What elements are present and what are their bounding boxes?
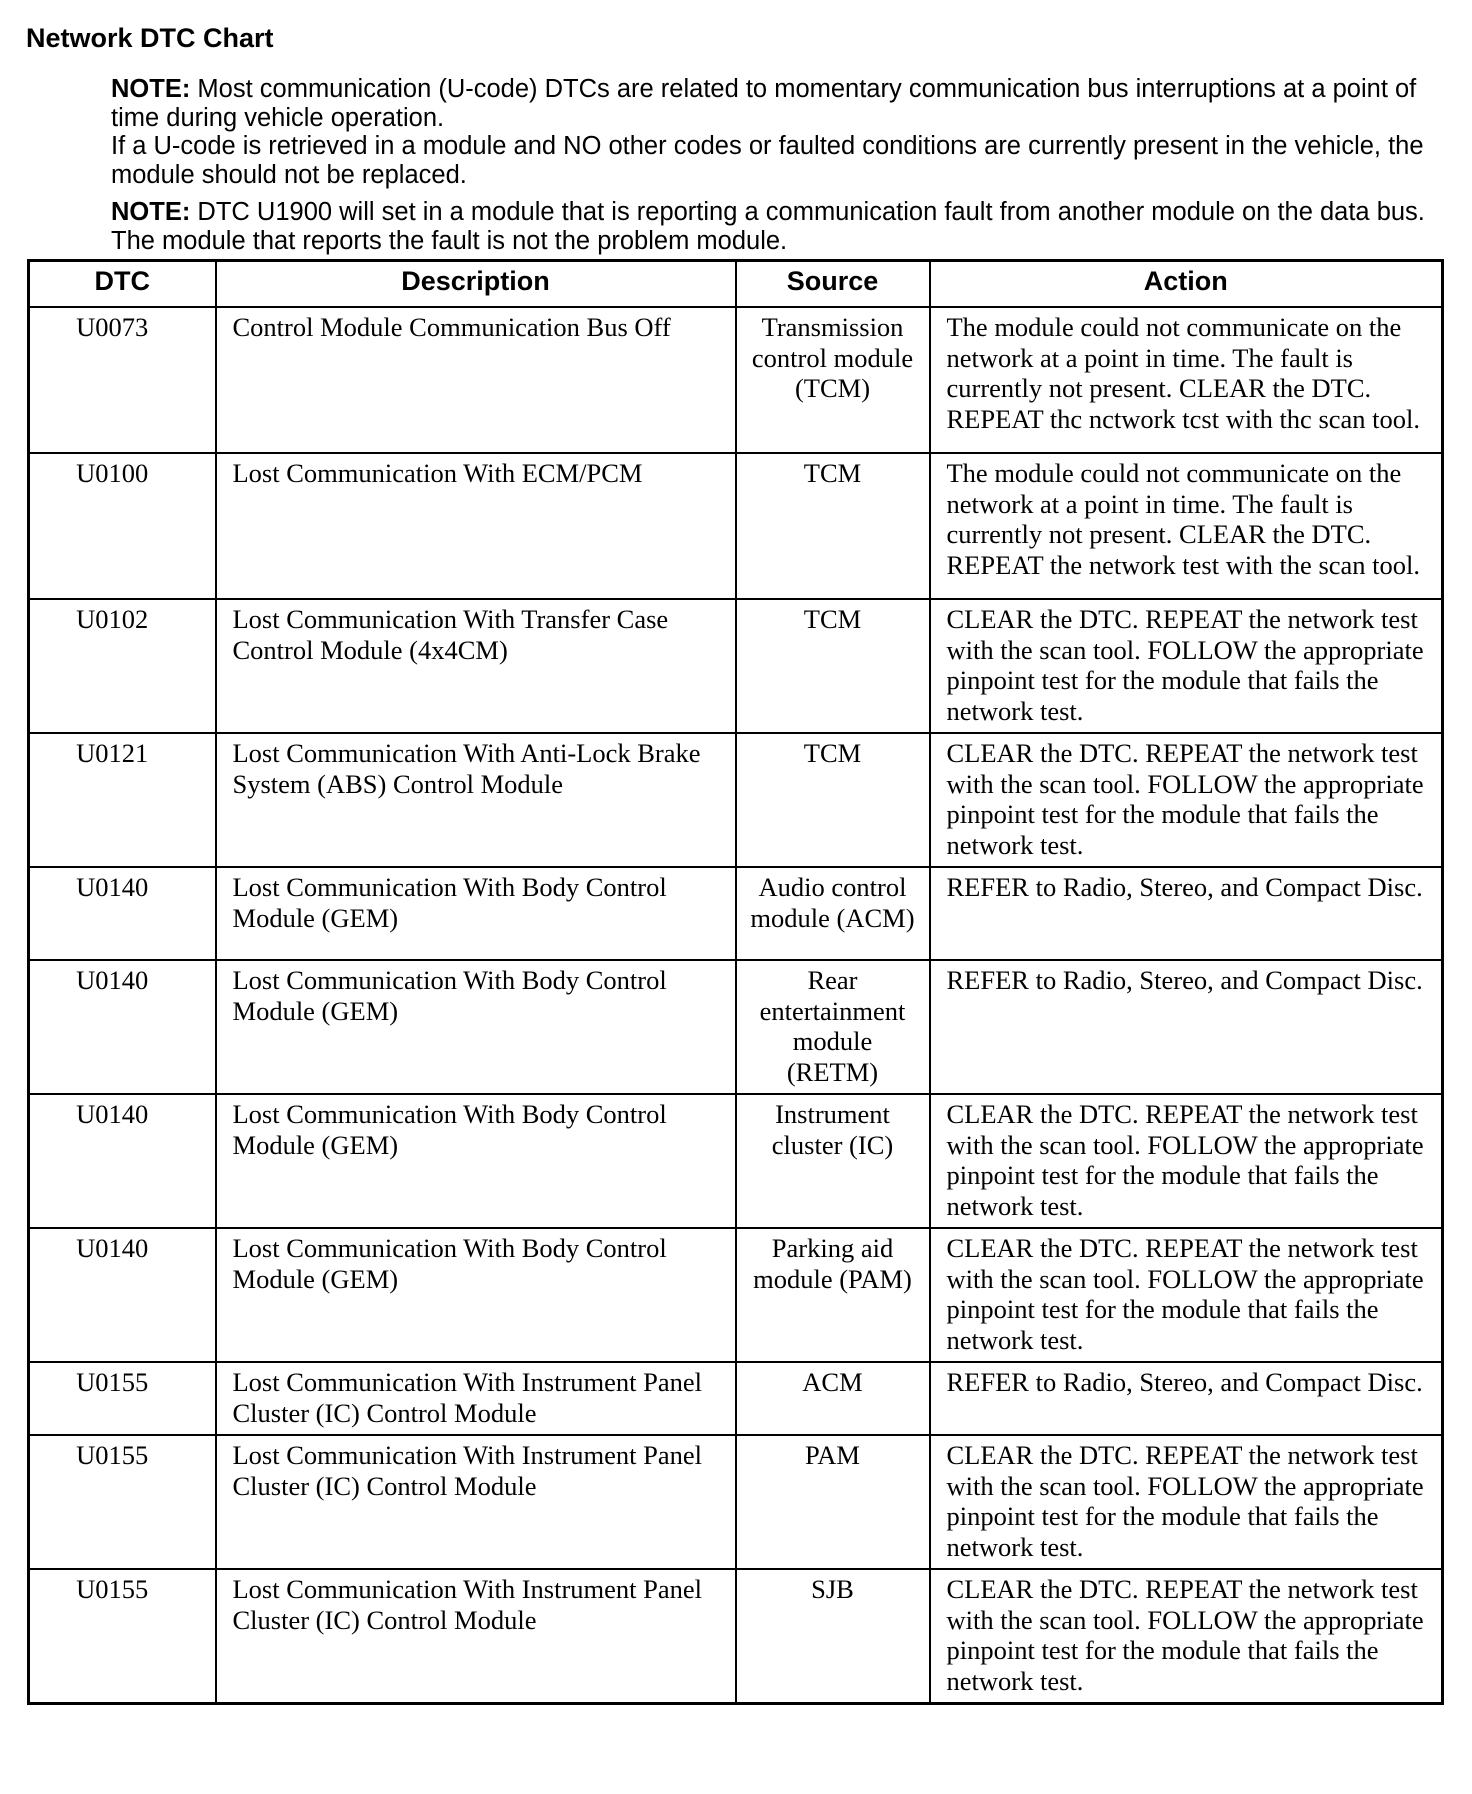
- note-line: [111, 198, 1431, 255]
- action-cell: The module could not communicate on the network at a point in time. The fault is currently not present. CLEAR the DTC. REPEAT thc nctwork tcst with thc scan tool.: [930, 307, 1443, 453]
- action-cell: REFER to Radio, Stereo, and Compact Disc.: [930, 1362, 1443, 1435]
- source-cell: Parking aid module (PAM): [736, 1228, 930, 1362]
- action-cell: CLEAR the DTC. REPEAT the network test with the scan tool. FOLLOW the appropriate pinpoint test for the module that fails the network test.: [930, 1094, 1443, 1228]
- note-line: [111, 132, 1431, 189]
- action-cell: CLEAR the DTC. REPEAT the network test with the scan tool. FOLLOW the appropriate pinpoint test for the module that fails the network test.: [930, 599, 1443, 733]
- source-cell: SJB: [736, 1569, 930, 1704]
- action-cell: CLEAR the DTC. REPEAT the network test with the scan tool. FOLLOW the appropriate pinpoint test for the module that fails the network test.: [930, 1228, 1443, 1362]
- table-row: [29, 1435, 1443, 1569]
- table-row: [29, 599, 1443, 733]
- table-header-row: [29, 261, 1443, 308]
- note-label: NOTE:: [111, 198, 191, 226]
- dtc-cell: U0155: [29, 1435, 216, 1569]
- source-cell: PAM: [736, 1435, 930, 1569]
- table-row: [29, 1569, 1443, 1704]
- table-row: [29, 307, 1443, 453]
- dtc-cell: U0140: [29, 1228, 216, 1362]
- action-cell: CLEAR the DTC. REPEAT the network test with the scan tool. FOLLOW the appropriate pinpoint test for the module that fails the network test.: [930, 1569, 1443, 1704]
- description-cell: Lost Communication With Body Control Module (GEM): [216, 1094, 736, 1228]
- header-source: Source: [736, 261, 930, 308]
- table-row: [29, 453, 1443, 599]
- dtc-cell: U0102: [29, 599, 216, 733]
- note-text: If a U-code is retrieved in a module and NO other codes or faulted conditions are currently present in the vehicle, the module should not be replaced.: [111, 132, 1424, 189]
- description-cell: Lost Communication With Transfer Case Control Module (4x4CM): [216, 599, 736, 733]
- description-cell: Lost Communication With Body Control Module (GEM): [216, 1228, 736, 1362]
- description-cell: Lost Communication With Body Control Module (GEM): [216, 960, 736, 1094]
- dtc-cell: U0121: [29, 733, 216, 867]
- table-row: [29, 867, 1443, 960]
- dtc-cell: U0155: [29, 1569, 216, 1704]
- description-cell: Lost Communication With Body Control Module (GEM): [216, 867, 736, 960]
- table-row: [29, 733, 1443, 867]
- note-u1900: [111, 198, 1431, 255]
- dtc-cell: U0155: [29, 1362, 216, 1435]
- dtc-cell: U0140: [29, 1094, 216, 1228]
- table-row: [29, 960, 1443, 1094]
- dtc-cell: U0100: [29, 453, 216, 599]
- description-cell: Lost Communication With Instrument Panel Cluster (IC) Control Module: [216, 1435, 736, 1569]
- action-cell: CLEAR the DTC. REPEAT the network test with the scan tool. FOLLOW the appropriate pinpoint test for the module that fails the network test.: [930, 1435, 1443, 1569]
- action-cell: The module could not communicate on the network at a point in time. The fault is currently not present. CLEAR the DTC. REPEAT the network test with the scan tool.: [930, 453, 1443, 599]
- dtc-cell: U0073: [29, 307, 216, 453]
- description-cell: Lost Communication With Instrument Panel Cluster (IC) Control Module: [216, 1569, 736, 1704]
- source-cell: TCM: [736, 599, 930, 733]
- note-text: DTC U1900 will set in a module that is reporting a communication fault from another module on the data bus. The module that reports the fault is not the problem module.: [111, 198, 1425, 255]
- table-row: [29, 1094, 1443, 1228]
- description-cell: Lost Communication With Anti-Lock Brake System (ABS) Control Module: [216, 733, 736, 867]
- dtc-cell: U0140: [29, 960, 216, 1094]
- description-cell: Lost Communication With Instrument Panel Cluster (IC) Control Module: [216, 1362, 736, 1435]
- source-cell: TCM: [736, 453, 930, 599]
- source-cell: Rear entertainment module (RETM): [736, 960, 930, 1094]
- note-text: Most communication (U-code) DTCs are related to momentary communication bus interruptions at a point of time during vehicle operation.: [111, 75, 1417, 132]
- source-cell: Instrument cluster (IC): [736, 1094, 930, 1228]
- note-line: [111, 75, 1431, 132]
- note-label: NOTE:: [111, 75, 191, 103]
- description-cell: Lost Communication With ECM/PCM: [216, 453, 736, 599]
- note-communication: [111, 75, 1431, 189]
- action-cell: CLEAR the DTC. REPEAT the network test with the scan tool. FOLLOW the appropriate pinpoint test for the module that fails the network test.: [930, 733, 1443, 867]
- header-dtc: DTC: [29, 261, 216, 308]
- header-description: Description: [216, 261, 736, 308]
- table-row: [29, 1362, 1443, 1435]
- page-title: Network DTC Chart: [26, 23, 274, 53]
- action-cell: REFER to Radio, Stereo, and Compact Disc.: [930, 960, 1443, 1094]
- source-cell: ACM: [736, 1362, 930, 1435]
- dtc-table: [27, 259, 1444, 1705]
- source-cell: TCM: [736, 733, 930, 867]
- source-cell: Audio control module (ACM): [736, 867, 930, 960]
- header-action: Action: [930, 261, 1443, 308]
- source-cell: Transmission control module (TCM): [736, 307, 930, 453]
- table-row: [29, 1228, 1443, 1362]
- dtc-cell: U0140: [29, 867, 216, 960]
- description-cell: Control Module Communication Bus Off: [216, 307, 736, 453]
- action-cell: REFER to Radio, Stereo, and Compact Disc.: [930, 867, 1443, 960]
- table-body: [29, 307, 1443, 1704]
